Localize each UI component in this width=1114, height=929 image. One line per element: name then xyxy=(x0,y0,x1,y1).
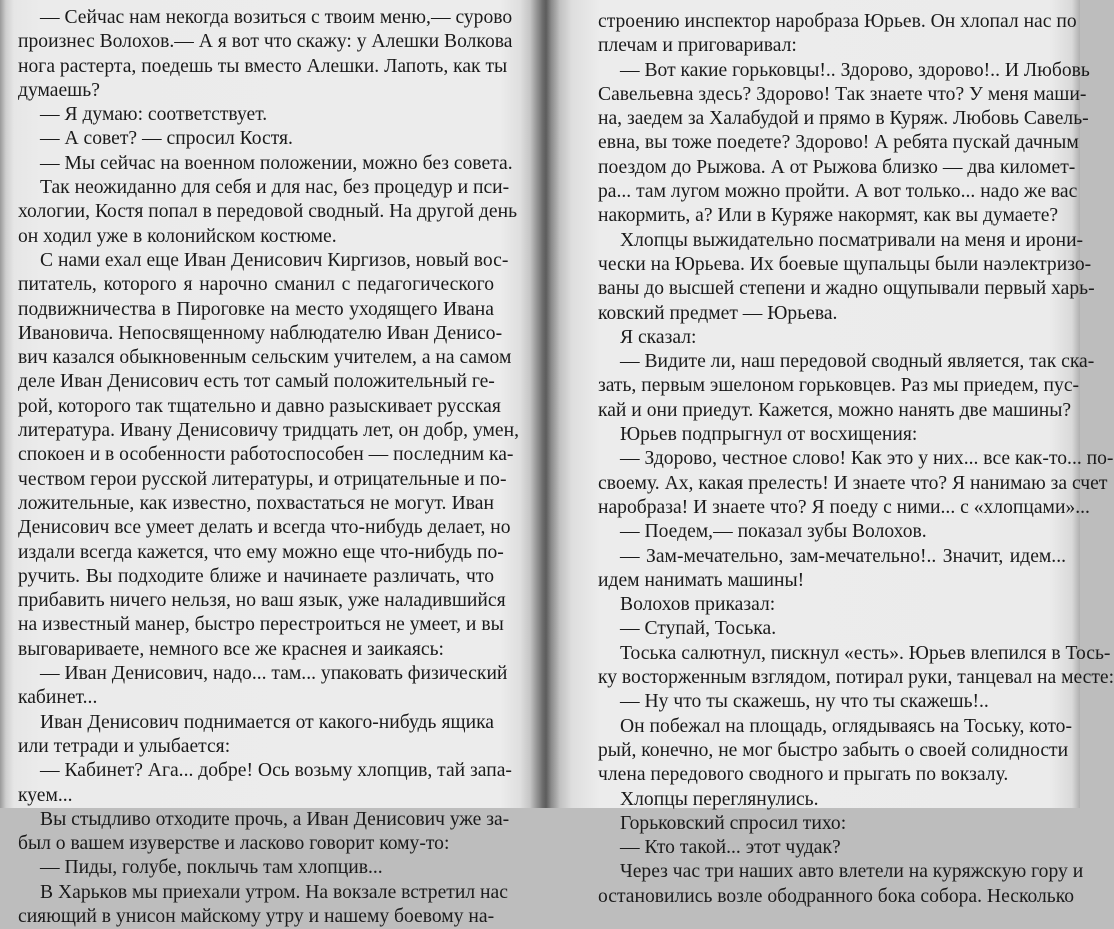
text-line: чески на Юрьева. Их боевые щупальцы были наэлектризо- xyxy=(598,253,1092,275)
text-line: на известный манер, быстро перестроиться не умеет, и вы xyxy=(18,614,504,636)
text-line: Горьковский спросил тихо: xyxy=(620,812,847,834)
text-line: идем нанимать машины! xyxy=(598,569,805,591)
text-line: накормить, а? Или в Куряже накормят, как вы думаете? xyxy=(598,205,1059,227)
text-line: своему. Ах, какая прелесть! И знаете что? Я нанимаю за счет xyxy=(598,472,1108,494)
text-line: спокоен и в особенности работоспособен — последним ка- xyxy=(18,444,514,466)
text-line: зать, первым эшелоном горьковцев. Раз мы приедем, пус- xyxy=(598,375,1080,397)
text-line: — Сейчас нам некогда возиться с твоим меню,— сурово xyxy=(40,7,513,28)
text-line: издали всегда кажется, что ему можно еще что-нибудь по- xyxy=(18,541,504,563)
text-line: наробраза! И знаете что? Я поеду с ними... с «хлопцами»... xyxy=(598,496,1090,518)
text-line: вич казался обыкновенным сельским учителем, а на самом xyxy=(18,347,512,369)
text-line: ра... там лугом можно пройти. А вот только... надо же вас xyxy=(598,181,1078,203)
text-line: рый, конечно, не мог быстро забыть о своей солидности xyxy=(598,739,1069,761)
text-line: Хлопцы выжидательно посматривали на меня и ирони- xyxy=(620,229,1084,251)
text-line: — Мы сейчас на военном положении, можно без совета. xyxy=(40,152,513,174)
text-line: Хлопцы переглянулись. xyxy=(620,788,819,810)
text-line: прибавить ничего нельзя, но ваш язык, уже наладившийся xyxy=(18,590,506,612)
text-line: Так неожиданно для себя и для нас, без процедур и пси- xyxy=(40,177,510,199)
right-page xyxy=(598,0,1114,907)
text-line: плечам и приговаривал: xyxy=(598,35,797,57)
text-line: Иван Денисович поднимается от какого-нибудь ящика xyxy=(40,711,494,733)
text-line: куем... xyxy=(18,784,73,806)
text-line: — Ну что ты скажешь, ну что ты скажешь!.. xyxy=(620,691,989,713)
text-line: ку восторженным взглядом, потирал руки, танцевал на месте: xyxy=(598,667,1114,689)
text-line: строению инспектор наробраза Юрьев. Он хлопал нас по xyxy=(598,11,1077,32)
text-line: кай и они приедут. Кажется, можно нанять две машины? xyxy=(598,399,1072,421)
text-line: В Харьков мы приехали утром. На вокзале встретил нас xyxy=(40,881,508,903)
text-line: члена передового сводного и прыгать по вокзалу. xyxy=(598,764,1009,786)
text-line: Тоська салютнул, пискнул «есть». Юрьев влепился в Тось- xyxy=(620,642,1111,664)
text-line: Савельевна здесь? Здорово! Так знаете что? У меня маши- xyxy=(598,83,1087,105)
text-line: хологии, Костя попал в передовой сводный. На другой день xyxy=(18,201,518,223)
text-line: Я сказал: xyxy=(620,326,697,348)
text-line: выговариваете, немного все же краснея и заикаясь: xyxy=(18,638,444,660)
text-line: рой, которого так тщательно и давно разыскивает русская xyxy=(18,395,501,417)
text-line: Волохов приказал: xyxy=(620,594,776,616)
text-line: Юрьев подпрыгнул от восхищения: xyxy=(620,424,918,446)
text-line: — Кто такой... этот чудак? xyxy=(620,837,841,859)
text-line: был о вашем изуверстве и ласково говорит кому-то: xyxy=(18,833,450,855)
text-line: ложительные, как известно, похвастаться не могут. Иван xyxy=(18,492,494,514)
text-line: ваны до высшей степени и жадно ощупывали первый харь- xyxy=(598,278,1095,300)
text-line: Денисович все умеет делать и всегда что-нибудь делает, но xyxy=(18,517,511,539)
text-line: — Видите ли, наш передовой сводный является, так ска- xyxy=(620,351,1095,373)
text-line: сияющий в унисон майскому утру и нашему боевому на- xyxy=(18,905,495,927)
text-line: питатель, которого я нарочно сманил с педагогического xyxy=(18,274,494,296)
text-line: нога растерта, поедешь ты вместо Алешки. Лапоть, как ты xyxy=(18,55,508,77)
text-line: ковский предмет — Юрьева. xyxy=(598,302,838,324)
book-gutter xyxy=(520,0,572,808)
text-line: Он побежал на площадь, оглядываясь на Тоську, кото- xyxy=(620,715,1072,737)
text-line: подвижничества в Пироговке на место уходящего Ивана xyxy=(18,298,494,320)
text-line: кабинет... xyxy=(18,687,98,709)
text-line: Через час три наших авто влетели на куряжскую гору и xyxy=(620,861,1084,883)
text-line: евна, вы тоже поедете? Здорово! А ребята пускай дачным xyxy=(598,132,1079,154)
text-line: — Кабинет? Ага... добре! Ось возьму хлопцив, тай запа- xyxy=(40,760,512,782)
text-line: Вы стыдливо отходите прочь, а Иван Денисович уже за- xyxy=(40,808,510,830)
text-line: думаешь? xyxy=(18,79,100,101)
text-line: — Здорово, честное слово! Как это у них... все как-то... по- xyxy=(620,448,1114,470)
text-line: — Ступай, Тоська. xyxy=(620,618,777,640)
text-line: ручить. Вы подходите ближе и начинаете различать, что xyxy=(18,565,494,587)
text-line: — Поедем,— показал зубы Волохов. xyxy=(620,521,927,543)
text-line: произнес Волохов.— А я вот что скажу: у Алешки Волкова xyxy=(18,31,513,53)
text-line: деле Иван Денисович есть тот самый положительный ге- xyxy=(18,371,495,393)
text-line: литература. Ивану Денисовичу тридцать лет, он добр, умен, xyxy=(18,420,519,442)
left-page xyxy=(18,0,519,927)
text-line: или тетради и улыбается: xyxy=(18,735,231,757)
text-line: С нами ехал еще Иван Денисович Киргизов, новый вос- xyxy=(40,249,509,271)
text-line: остановились возле ободранного бока собора. Несколько xyxy=(598,885,1075,907)
text-line: — Я думаю: соответствует. xyxy=(40,104,268,126)
text-line: — Иван Денисович, надо... там... упаковать физический xyxy=(40,663,508,685)
text-line: — А совет? — спросил Костя. xyxy=(40,128,293,150)
text-line: поездом до Рыжова. А от Рыжова близко — два километ- xyxy=(598,156,1076,178)
text-line: — Зам-мечательно, зам-мечательно!.. Значит, идем... xyxy=(620,545,1066,567)
text-line: чеством герои русской литературы, и отрицательные и по- xyxy=(18,468,507,490)
text-line: на, заедем за Халабудой и прямо в Куряж. Любовь Савель- xyxy=(598,108,1089,130)
text-line: — Вот какие горьковцы!.. Здорово, здорово!.. И Любовь xyxy=(620,59,1090,81)
text-line: Ивановича. Непосвященному наблюдателю Иван Денисо- xyxy=(18,322,503,344)
text-line: — Пиды, голубе, поклычь там хлопцив... xyxy=(40,857,383,879)
text-line: он ходил уже в колонийском костюме. xyxy=(18,225,337,247)
